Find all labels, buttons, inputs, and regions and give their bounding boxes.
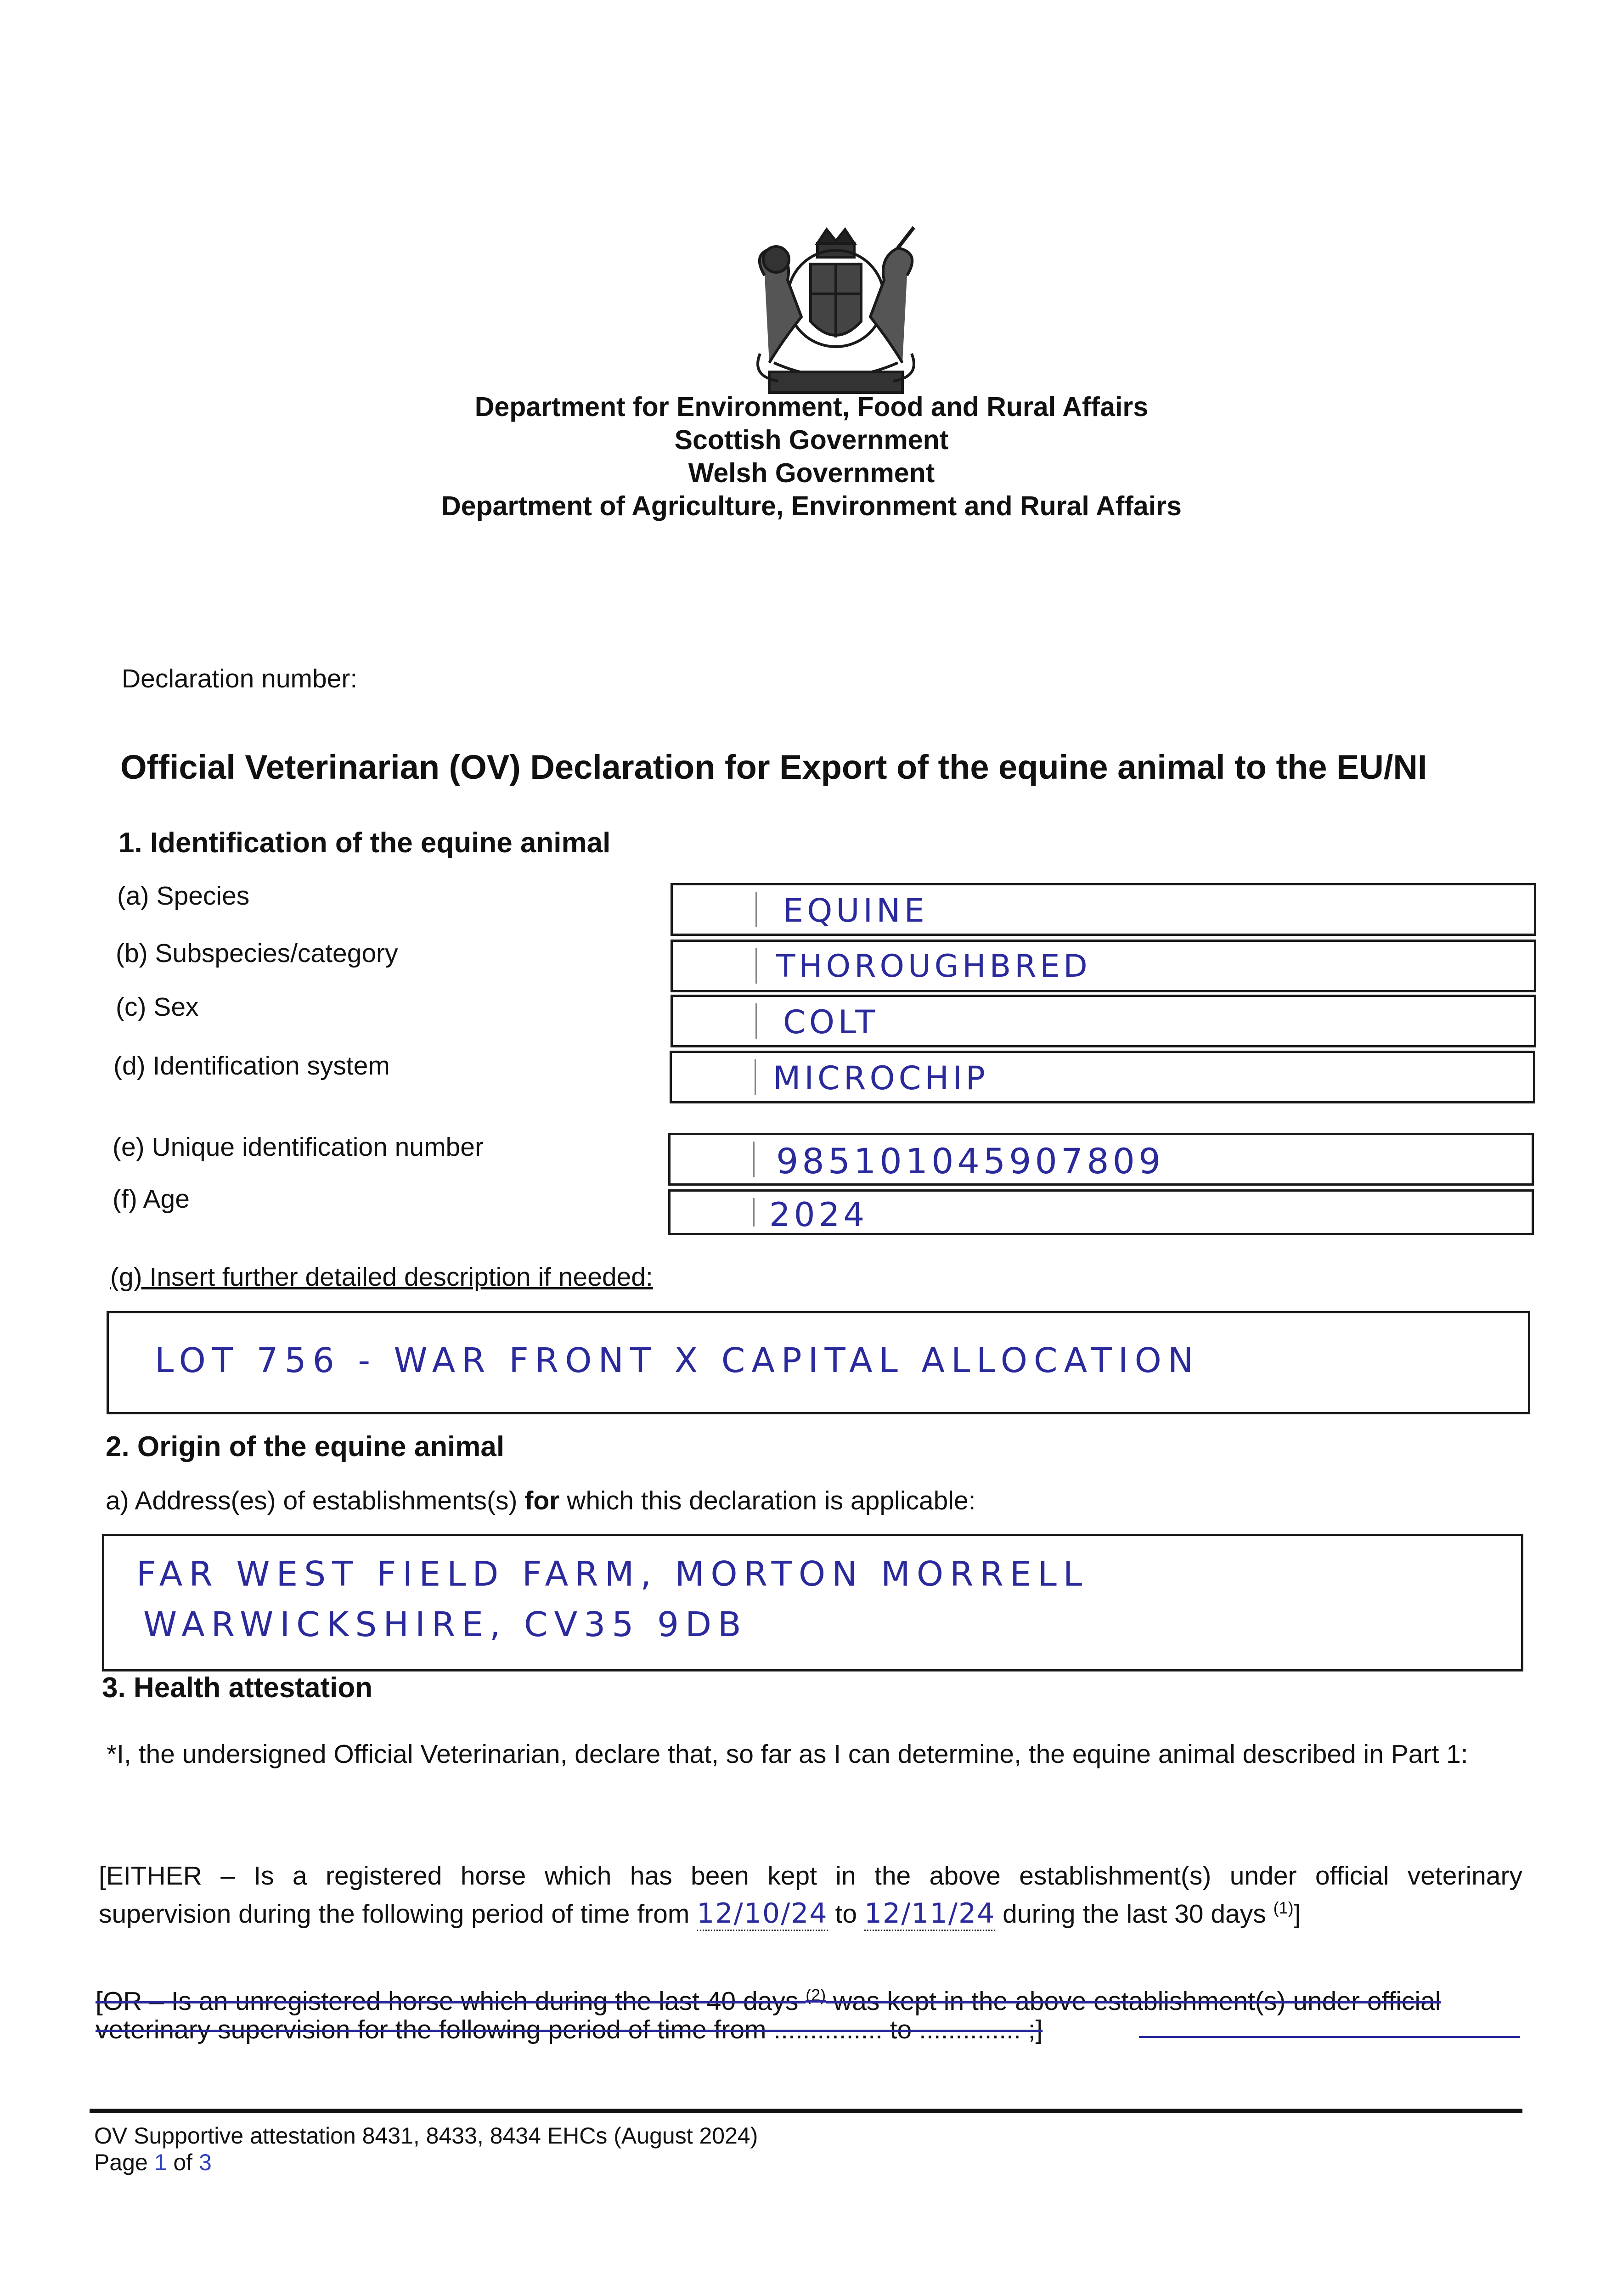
strike-extension-line: [1139, 2036, 1520, 2038]
species-field[interactable]: [671, 883, 1536, 936]
subspecies-label: (b) Subspecies/category: [116, 939, 398, 968]
species-value: EQUINE: [783, 892, 928, 929]
subspecies-value: THOROUGHBRED: [776, 948, 1091, 985]
royal-crest-icon: [733, 225, 939, 402]
species-label: (a) Species: [117, 881, 250, 911]
age-value: 2024: [769, 1195, 868, 1234]
age-label: (f) Age: [113, 1184, 190, 1214]
either-date-to: 12/11/24: [864, 1897, 995, 1931]
section1-heading: 1. Identification of the equine animal: [118, 827, 611, 859]
uid-value: 985101045907809: [776, 1141, 1165, 1182]
section2-heading: 2. Origin of the equine animal: [106, 1431, 505, 1463]
description-field[interactable]: [107, 1311, 1530, 1414]
issuing-authority-3: Welsh Government: [688, 458, 935, 488]
age-field[interactable]: [668, 1189, 1534, 1235]
address-line-2: WARWICKSHIRE, CV35 9DB: [143, 1605, 748, 1644]
sex-value: COLT: [783, 1003, 879, 1041]
footer-rule: [90, 2109, 1522, 2113]
section3-heading: 3. Health attestation: [102, 1672, 373, 1704]
description-value: LOT 756 - WAR FRONT X CAPITAL ALLOCATION: [155, 1341, 1200, 1380]
sex-field[interactable]: [671, 995, 1536, 1047]
declaration-number-label: Declaration number:: [122, 664, 358, 693]
issuing-authority-1: Department for Environment, Food and Rural Affairs: [474, 392, 1149, 422]
id-system-label: (d) Identification system: [113, 1051, 390, 1080]
or-line-2: veterinary supervision for the following period of time from ............... to .............. ;]: [96, 2015, 1043, 2044]
either-line-2: supervision during the following period of time from 12/10/24 to 12/11/24 during the last 30 days $^{(1)}$]: [99, 1892, 1522, 1930]
footer-page-number: Page 1 of 3: [94, 2150, 212, 2175]
either-date-from: 12/10/24: [697, 1897, 828, 1931]
footer-document-ref: OV Supportive attestation 8431, 8433, 8434 EHCs (August 2024): [94, 2123, 758, 2149]
address-field[interactable]: [102, 1534, 1523, 1671]
uid-field[interactable]: [668, 1133, 1534, 1186]
attestation-intro: *I, the undersigned Official Veterinarian, declare that, so far as I can determine, the equine animal described in Part 1:: [107, 1739, 1468, 1769]
sex-label: (c) Sex: [116, 992, 199, 1022]
uid-label: (e) Unique identification number: [113, 1132, 484, 1162]
id-system-field[interactable]: [670, 1051, 1535, 1103]
issuing-authority-4: Department of Agriculture, Environment and Rural Affairs: [441, 491, 1182, 521]
subspecies-field[interactable]: [671, 940, 1536, 992]
page-title: Official Veterinarian (OV) Declaration for Export of the equine animal to the EU/NI: [120, 748, 1427, 786]
address-line-1: FAR WEST FIELD FARM, MORTON MORRELL: [136, 1554, 1089, 1594]
address-label: a) Address(es) of establishments(s) for which this declaration is applicable:: [106, 1486, 976, 1515]
id-system-value: MICROCHIP: [773, 1059, 989, 1097]
either-line-1: [EITHER – Is a registered horse which has been kept in the above establishment(s) under official veterinary: [99, 1861, 1522, 1891]
issuing-authority-2: Scottish Government: [674, 425, 949, 455]
description-label: (g) Insert further detailed description if needed:: [110, 1262, 653, 1292]
or-line-1: [OR – Is an unregistered horse which during the last 40 days $^{(2)}$ was kept in the above establishment(s) under official: [96, 1986, 1441, 2016]
